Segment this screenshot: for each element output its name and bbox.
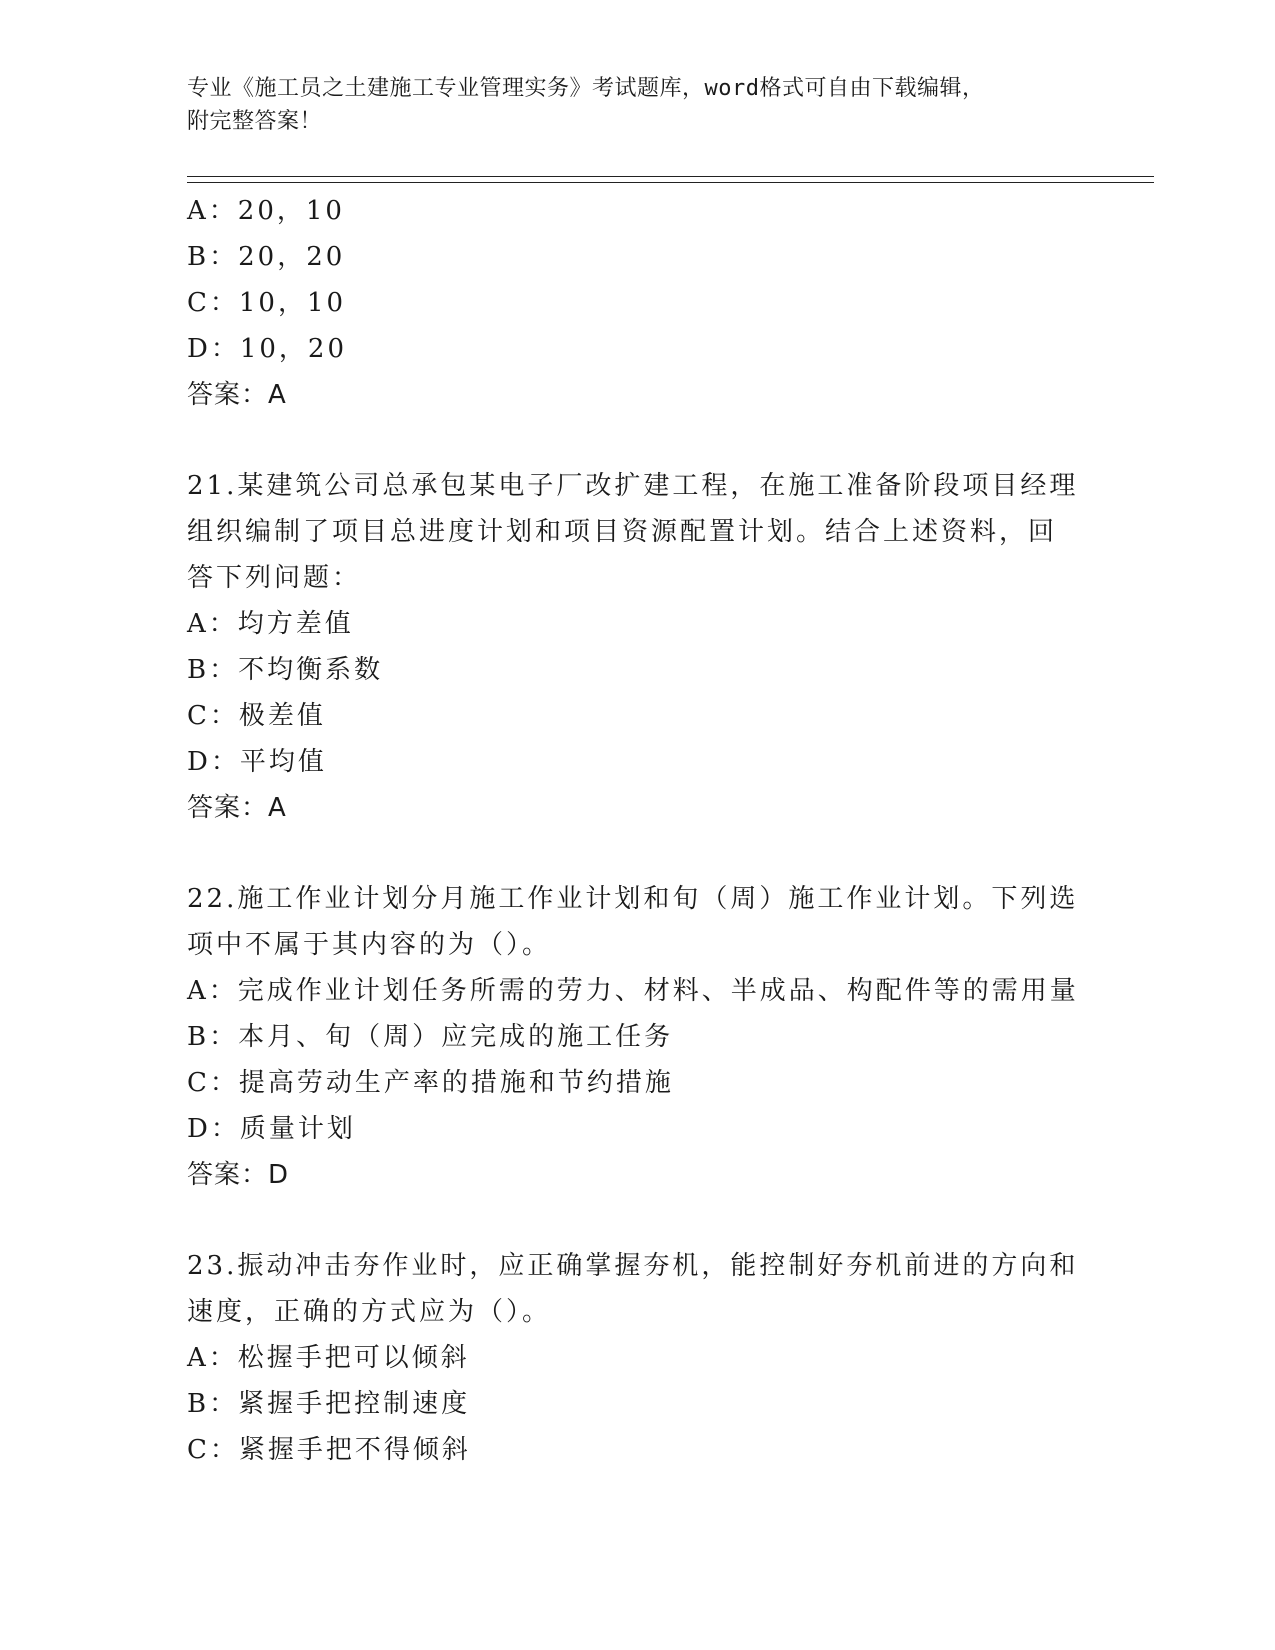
answer-line: 答案：D <box>187 1160 290 1190</box>
answer-line: 答案：A <box>187 793 287 823</box>
question-text-line: 答下列问题： <box>187 563 362 593</box>
header-line-2: 附完整答案！ <box>187 109 323 134</box>
option-a: A：完成作业计划任务所需的劳力、材料、半成品、构配件等的需用量 <box>187 976 1079 1006</box>
option-c: C：提高劳动生产率的措施和节约措施 <box>187 1068 674 1098</box>
option-b: B：本月、旬（周）应完成的施工任务 <box>187 1022 674 1052</box>
option-d: D：平均值 <box>187 747 327 777</box>
document-header <box>187 72 1087 138</box>
question-22 <box>187 876 1087 1198</box>
question-text-line: 项中不属于其内容的为（）。 <box>187 930 552 960</box>
option-d: D：10，20 <box>187 334 348 364</box>
option-d: D：质量计划 <box>187 1114 356 1144</box>
question-text-line: 速度，正确的方式应为（）。 <box>187 1297 552 1327</box>
question-21 <box>187 463 1087 831</box>
question-text-line: 22.施工作业计划分月施工作业计划和旬（周）施工作业计划。下列选 <box>187 884 1079 914</box>
option-c: C：极差值 <box>187 701 326 731</box>
option-a: A：松握手把可以倾斜 <box>187 1343 470 1373</box>
header-divider-bottom <box>187 182 1154 183</box>
question-text-line: 组织编制了项目总进度计划和项目资源配置计划。结合上述资料，回 <box>187 517 1058 547</box>
question-text-line: 23.振动冲击夯作业时，应正确掌握夯机，能控制好夯机前进的方向和 <box>187 1251 1079 1281</box>
option-b: B：不均衡系数 <box>187 655 384 685</box>
question-list <box>187 188 1087 1473</box>
question-23 <box>187 1243 1087 1473</box>
header-divider-top <box>187 176 1154 177</box>
header-line-1: 专业《施工员之土建施工专业管理实务》考试题库，word格式可自由下载编辑， <box>187 76 985 101</box>
option-b: B：紧握手把控制速度 <box>187 1389 471 1419</box>
option-c: C：紧握手把不得倾斜 <box>187 1435 471 1465</box>
question-block-continued <box>187 188 1087 418</box>
option-c: C：10，10 <box>187 288 347 318</box>
answer-line: 答案：A <box>187 380 287 410</box>
option-a: A：20，10 <box>187 196 345 226</box>
question-text-line: 21.某建筑公司总承包某电子厂改扩建工程，在施工准备阶段项目经理 <box>187 471 1079 501</box>
option-a: A：均方差值 <box>187 609 354 639</box>
option-b: B：20，20 <box>187 242 346 272</box>
